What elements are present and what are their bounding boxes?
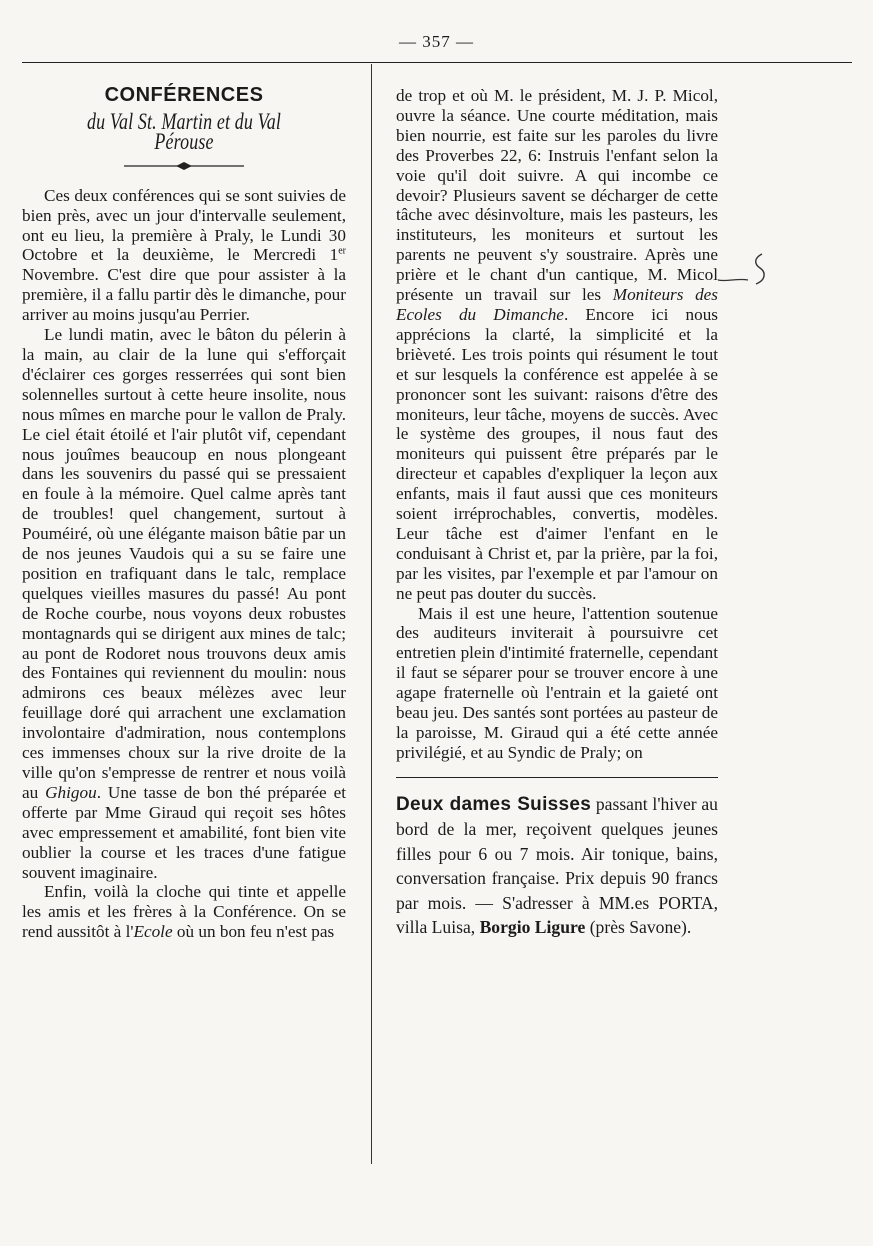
text-run: Le lundi matin, avec le bâton du pélerin à la main, au clair de la lune qui s'efforçait d'éclairer ces gorges resserrées qui sont bien solennelles surtout à cette heure insolite, nous nous mîmes en marche pour le vallon de Praly. Le ciel était étoilé et l'air plutôt vif, cependant nous jouîmes beaucoup en nous plongeant dans les souvenirs du passé qui se pressaient en foule à la mémoire. Quel calme après tant de troubles! quel changement, surtout à Pouméiré, où une élégante maison bâtie par un de nos jeunes Vaudois qui a su se faire une position en trafiquant dans le talc, remplace quelques vieilles masures du passé! Au pont de Roche courbe, nous voyons deux robustes montagnards qui se dirigent aux mines de talc; au pont de Rodoret nous trouvons deux amis des Fontaines qui reviennent du moulin: nous admirons ces beaux mélèzes avec leur feuillage doré qui arrachent une exclamation involontaire d'admiration, nous contemplons ces immenses choux sur la rive droite de la ville qu'on s'empresse de rentrer et nous voilà au [22,325,346,802]
italic-text: Ghigou [45,782,97,802]
paragraph [396,86,718,604]
paragraph: Mais il est une heure, l'attention soutenue des auditeurs inviterait à poursuivre cet entretien plein d'intimité fraternelle, cependant il faut se séparer pour se trouver encore à une agape fraternelle où l'entrain et la gaieté ont beau jeu. Des santés sont portées au pasteur de la paroisse, M. Giraud qui a été cette année privilégié, et au Syndic de Praly; on [396,603,718,762]
ornament-icon [124,161,244,171]
text-run: passant l'hiver au bord de la mer, reçoivent quelques jeunes filles pour 6 ou 7 mois. Air tonique, bains, conversation française. Prix depuis 90 francs par mois. — S'adresser à MM.es PORTA, villa Luisa, [396,793,718,938]
section-rule [396,777,718,778]
ad-title: Deux dames Suisses [396,793,592,815]
text-run: (près Savone). [585,917,692,938]
top-rule [22,62,852,63]
italic-text: Moniteurs des Ecoles du Dimanche [396,285,718,324]
text-run: Ces deux conférences qui se sont suivies de bien près, avec un jour d'intervalle seulement, ont eu lieu, la première à Praly, le Lundi 30 Octobre et la deuxième, le Mercredi 1 [22,185,346,265]
ad-paragraph [396,792,718,940]
article-subtitle: du Val St. Martin et du Val Pérouse [86,108,282,154]
right-column [396,86,718,940]
left-column [22,86,346,942]
text-run: Novembre. C'est dire que pour assister à la première, il a fallu partir dès le dimanche, pour arriver au moins jusqu'au Perrier. [22,265,346,325]
text-run: où un bon feu n'est pas [172,922,335,942]
page-number: — 357 — [399,32,474,51]
italic-text: Ecole [133,922,173,942]
advertisement [396,792,718,940]
text-run: . Encore ici nous apprécions la clarté, la simplicité et la brièveté. Les trois points qui résument le tout et sur lesquels la conférence est appelée à se prononcer sont les suivant: raisons d'être des moniteurs, leur tâche, moyens de succès. Avec le système des groupes, il nous faut des moniteurs qui puissent être préparés par le directeur et capables d'expliquer la leçon aux enfants, mais il faut aussi que ces moniteurs soient irréprochables, convertis, modèles. Leur tâche est d'aimer l'enfant en le conduisant à Christ et, par la prière, par la foi, par les visites, par l'exemple et par l'amour on ne peut pas douter du succès. [396,304,718,603]
article-title: CONFÉRENCES [104,84,264,106]
text-run: Enfin, voilà la cloche qui tinte et appelle les amis et les frères à la Conférence. On se rend aussitôt à l' [22,882,346,942]
paragraph [22,186,346,325]
ad-place: Borgio Ligure [479,917,586,938]
superscript: er [338,245,346,257]
column-divider [371,64,372,1164]
paragraph [22,325,346,882]
paragraph [22,882,346,942]
handwritten-margin-mark-icon [716,250,776,290]
text-run: de trop et où M. le président, M. J. P. Micol, ouvre la séance. Une courte méditation, mais bien nourrie, est faite sur les paroles du livre des Proverbes 22, 6: Instruis l'enfant selon la voie qu'il doit suivre. A qui incombe ce devoir? Plusieurs savent se décharger de cette tâche avec désinvolture, mais les pasteurs, les instituteurs, les moniteurs et surtout les parents ne peuvent s'y soustraire. Après une prière et le chant d'un cantique, M. Micol présente un travail sur les [396,86,718,305]
text-run: . Une tasse de bon thé préparée et offerte par Mme Giraud qui reçoit ses hôtes avec empressement et amabilité, font bien vite oublier la course et les traces d'une fatigue souvent imaginaire. [22,782,346,882]
ornament-rule [22,156,346,174]
